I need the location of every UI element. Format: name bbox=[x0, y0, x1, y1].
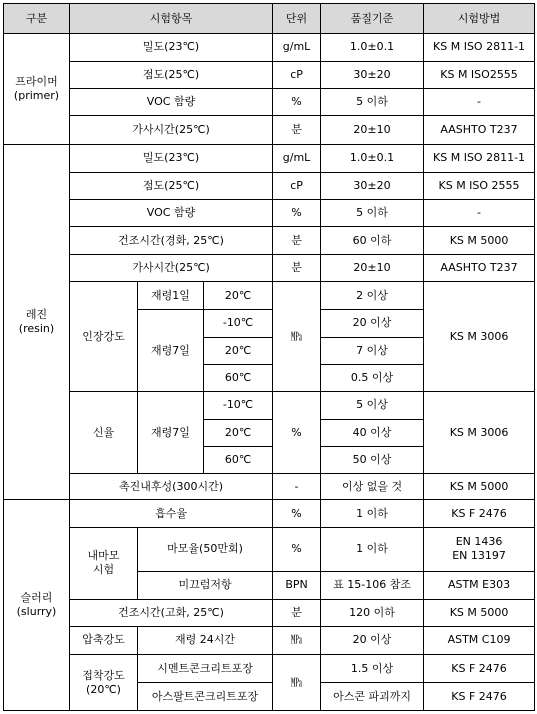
elongation-method: KS M 3006 bbox=[424, 392, 535, 474]
standard-cell: 5 이하 bbox=[321, 88, 424, 115]
item-cell: 점도(25℃) bbox=[70, 172, 273, 199]
standard-cell: 20 이상 bbox=[321, 626, 424, 654]
item-cell: 밀도(23℃) bbox=[70, 144, 273, 172]
method-cell: - bbox=[424, 88, 535, 115]
standard-cell: 60 이하 bbox=[321, 227, 424, 254]
table-row bbox=[4, 116, 535, 144]
standard-cell: 20±10 bbox=[321, 116, 424, 144]
adhesion-label: 접착강도 (20℃) bbox=[70, 655, 138, 711]
header-test-item: 시험항목 bbox=[70, 4, 273, 34]
table-row bbox=[4, 282, 535, 310]
method-cell: AASHTO T237 bbox=[424, 116, 535, 144]
unit-cell: % bbox=[273, 88, 321, 115]
temp-cell: -10℃ bbox=[204, 392, 273, 419]
table-row bbox=[4, 392, 535, 419]
standard-cell: 1 이하 bbox=[321, 500, 424, 527]
standard-cell: 1 이하 bbox=[321, 527, 424, 572]
method-cell: ASTM E303 bbox=[424, 572, 535, 599]
item-cell: 건조시간(경화, 25℃) bbox=[70, 227, 273, 254]
tensile-unit: ㎫ bbox=[273, 282, 321, 392]
tensile-label: 인장강도 bbox=[70, 282, 138, 392]
tensile-method: KS M 3006 bbox=[424, 282, 535, 392]
temp-cell: 20℃ bbox=[204, 419, 273, 446]
unit-cell: g/mL bbox=[273, 34, 321, 61]
table-row bbox=[4, 500, 535, 527]
method-cell: KS M ISO 2811-1 bbox=[424, 144, 535, 172]
compressive-age: 재령 24시간 bbox=[138, 626, 273, 654]
method-cell: - bbox=[424, 200, 535, 227]
temp-cell: 60℃ bbox=[204, 364, 273, 391]
item-cell: 촉진내후성(300시간) bbox=[70, 474, 273, 500]
method-cell: KS F 2476 bbox=[424, 683, 535, 711]
elongation-unit: % bbox=[273, 392, 321, 474]
item-cell: VOC 함량 bbox=[70, 200, 273, 227]
standard-cell: 20 이상 bbox=[321, 310, 424, 337]
unit-cell: 분 bbox=[273, 227, 321, 254]
unit-cell: % bbox=[273, 200, 321, 227]
standard-cell: 1.0±0.1 bbox=[321, 144, 424, 172]
unit-cell: cP bbox=[273, 172, 321, 199]
item-cell: 가사시간(25℃) bbox=[70, 116, 273, 144]
unit-cell: - bbox=[273, 474, 321, 500]
compressive-label: 압축강도 bbox=[70, 626, 138, 654]
unit-cell: ㎫ bbox=[273, 626, 321, 654]
table-row bbox=[4, 227, 535, 254]
method-cell: KS M ISO 2811-1 bbox=[424, 34, 535, 61]
method-cell: KS M 5000 bbox=[424, 227, 535, 254]
table-row bbox=[4, 172, 535, 199]
item-cell: 건조시간(고화, 25℃) bbox=[70, 599, 273, 626]
category-slurry: 슬러리 (slurry) bbox=[4, 500, 70, 711]
adhesion-sub: 아스팔트콘크리트포장 bbox=[138, 683, 273, 711]
header-row bbox=[4, 4, 535, 34]
standard-cell: 5 이상 bbox=[321, 392, 424, 419]
item-cell: 점도(25℃) bbox=[70, 61, 273, 88]
standard-cell: 표 15-106 참조 bbox=[321, 572, 424, 599]
method-cell: KS M ISO 2555 bbox=[424, 172, 535, 199]
temp-cell: -10℃ bbox=[204, 310, 273, 337]
standard-cell: 30±20 bbox=[321, 172, 424, 199]
table-row bbox=[4, 88, 535, 115]
temp-cell: 20℃ bbox=[204, 337, 273, 364]
method-cell: EN 1436 EN 13197 bbox=[424, 527, 535, 572]
standard-cell: 2 이상 bbox=[321, 282, 424, 310]
elongation-age: 재령7일 bbox=[138, 392, 204, 474]
unit-cell: % bbox=[273, 500, 321, 527]
standard-cell: 1.5 이상 bbox=[321, 655, 424, 683]
standard-cell: 0.5 이상 bbox=[321, 364, 424, 391]
standard-cell: 50 이상 bbox=[321, 446, 424, 473]
item-cell: 가사시간(25℃) bbox=[70, 254, 273, 281]
standard-cell: 40 이상 bbox=[321, 419, 424, 446]
method-cell: KS M ISO2555 bbox=[424, 61, 535, 88]
item-cell: 밀도(23℃) bbox=[70, 34, 273, 61]
item-cell: 흡수율 bbox=[70, 500, 273, 527]
standard-cell: 120 이하 bbox=[321, 599, 424, 626]
unit-cell: cP bbox=[273, 61, 321, 88]
table-row bbox=[4, 474, 535, 500]
temp-cell: 60℃ bbox=[204, 446, 273, 473]
standard-cell: 30±20 bbox=[321, 61, 424, 88]
method-cell: KS M 5000 bbox=[424, 474, 535, 500]
table-row bbox=[4, 61, 535, 88]
table-row bbox=[4, 200, 535, 227]
standard-cell: 1.0±0.1 bbox=[321, 34, 424, 61]
method-cell: ASTM C109 bbox=[424, 626, 535, 654]
standard-cell: 20±10 bbox=[321, 254, 424, 281]
unit-cell: g/mL bbox=[273, 144, 321, 172]
header-unit: 단위 bbox=[273, 4, 321, 34]
temp-cell: 20℃ bbox=[204, 282, 273, 310]
table-row bbox=[4, 254, 535, 281]
elongation-label: 신율 bbox=[70, 392, 138, 474]
wear-test-label: 내마모 시험 bbox=[70, 527, 138, 599]
standard-cell: 7 이상 bbox=[321, 337, 424, 364]
standard-cell: 5 이하 bbox=[321, 200, 424, 227]
spec-table bbox=[3, 3, 535, 711]
table-row bbox=[4, 599, 535, 626]
adhesion-sub: 시멘트콘크리트포장 bbox=[138, 655, 273, 683]
item-cell: 마모율(50만회) bbox=[138, 527, 273, 572]
method-cell: KS F 2476 bbox=[424, 655, 535, 683]
table-row bbox=[4, 144, 535, 172]
table-row bbox=[4, 527, 535, 572]
table-row bbox=[4, 655, 535, 683]
category-resin: 레진 (resin) bbox=[4, 144, 70, 500]
category-primer: 프라이머 (primer) bbox=[4, 34, 70, 144]
header-method: 시험방법 bbox=[424, 4, 535, 34]
method-cell: KS M 5000 bbox=[424, 599, 535, 626]
tensile-age-1day: 재령1일 bbox=[138, 282, 204, 310]
adhesion-unit: ㎫ bbox=[273, 655, 321, 711]
unit-cell: 분 bbox=[273, 116, 321, 144]
tensile-age-7day: 재령7일 bbox=[138, 310, 204, 392]
method-cell: AASHTO T237 bbox=[424, 254, 535, 281]
header-category: 구분 bbox=[4, 4, 70, 34]
unit-cell: 분 bbox=[273, 599, 321, 626]
standard-cell: 이상 없을 것 bbox=[321, 474, 424, 500]
item-cell: 미끄럼저항 bbox=[138, 572, 273, 599]
unit-cell: 분 bbox=[273, 254, 321, 281]
standard-cell: 아스콘 파괴까지 bbox=[321, 683, 424, 711]
table-row bbox=[4, 34, 535, 61]
method-cell: KS F 2476 bbox=[424, 500, 535, 527]
table-row bbox=[4, 626, 535, 654]
item-cell: VOC 함량 bbox=[70, 88, 273, 115]
unit-cell: BPN bbox=[273, 572, 321, 599]
unit-cell: % bbox=[273, 527, 321, 572]
header-standard: 품질기준 bbox=[321, 4, 424, 34]
